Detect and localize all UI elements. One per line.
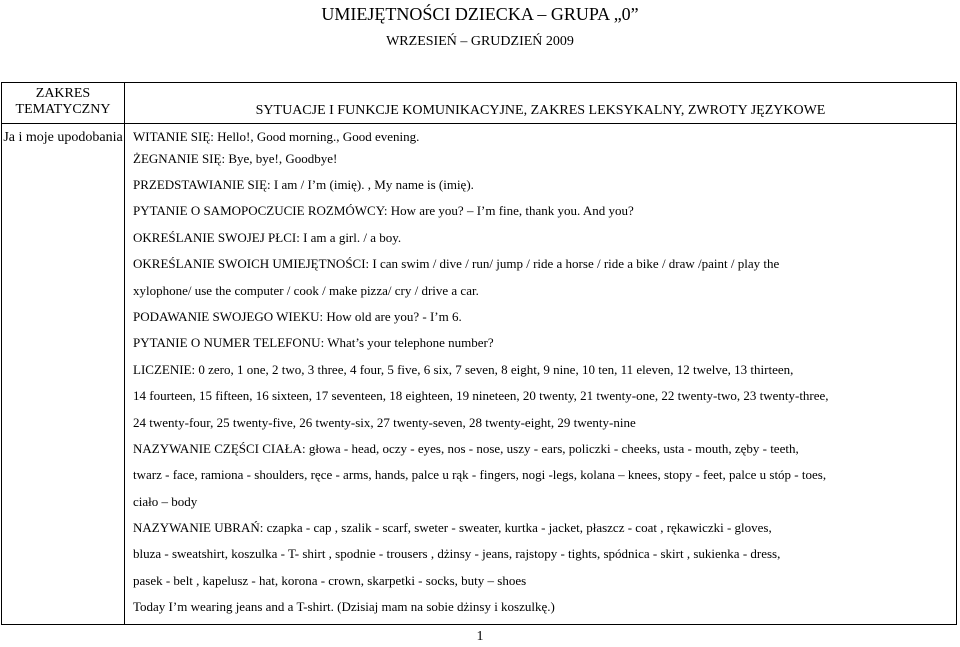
list-item: PODAWANIE SWOJEGO WIEKU: How old are you? - I’m 6. xyxy=(133,308,462,324)
list-item: ŻEGNANIE SIĘ: Bye, bye!, Goodbye! xyxy=(133,151,338,166)
list-item: PRZEDSTAWIANIE SIĘ: I am / I’m (imię). , My name is (imię). xyxy=(133,177,474,192)
document-subtitle: WRZESIEŃ – GRUDZIEŃ 2009 xyxy=(386,34,574,49)
column-header-functions: SYTUACJE I FUNKCJE KOMUNIKACYJNE, ZAKRES LEKSYKALNY, ZWROTY JĘZYKOWE xyxy=(125,83,957,124)
list-item: 14 fourteen, 15 fifteen, 16 sixteen, 17 seventeen, 18 eighteen, 19 nineteen, 20 twenty, 21 twenty-one, 22 twenty-two, 23 twenty-three, xyxy=(133,388,829,404)
list-item: LICZENIE: 0 zero, 1 one, 2 two, 3 three, 4 four, 5 five, 6 six, 7 seven, 8 eight, 9 nine, 10 ten, 11 eleven, 12 twelve, 13 thirteen, xyxy=(133,361,794,377)
table-header-row xyxy=(2,83,957,124)
list-item: Today I’m wearing jeans and a T-shirt. (Dzisiaj mam na sobie dżinsy i koszulkę.) xyxy=(133,599,555,615)
column-header-topic: ZAKRES TEMATYCZNY xyxy=(2,83,125,124)
list-item: NAZYWANIE CZĘŚCI CIAŁA: głowa - head, oczy - eyes, nos - nose, uszy - ears, policzki - cheeks, usta - mouth, zęby - teeth, xyxy=(133,440,799,456)
list-item: ciało – body xyxy=(133,493,198,509)
list-item: 24 twenty-four, 25 twenty-five, 26 twenty-six, 27 twenty-seven, 28 twenty-eight, 29 twenty-nine xyxy=(133,414,636,430)
list-item: bluza - sweatshirt, koszulka - T- shirt , spodnie - trousers , dżinsy - jeans, rajstopy - tights, spódnica - skirt , sukienka - dress, xyxy=(133,546,781,562)
content-cell xyxy=(125,124,957,625)
list-item: pasek - belt , kapelusz - hat, korona - crown, skarpetki - socks, buty – shoes xyxy=(133,572,527,588)
list-item: xylophone/ use the computer / cook / make pizza/ cry / drive a car. xyxy=(133,282,479,298)
skills-table xyxy=(1,82,957,625)
list-item: WITANIE SIĘ: Hello!, Good morning., Good evening. xyxy=(133,129,420,144)
list-item: OKREŚLANIE SWOJEJ PŁCI: I am a girl. / a boy. xyxy=(133,229,402,245)
list-item: NAZYWANIE UBRAŃ: czapka - cap , szalik - scarf, sweter - sweater, kurtka - jacket, płaszcz - coat , rękawiczki - gloves, xyxy=(133,520,772,536)
list-item: PYTANIE O NUMER TELEFONU: What’s your telephone number? xyxy=(133,335,494,351)
list-item: OKREŚLANIE SWOICH UMIEJĘTNOŚCI: I can swim / dive / run/ jump / ride a horse / ride a bike / draw /paint / play the xyxy=(133,256,780,272)
list-item: PYTANIE O SAMOPOCZUCIE ROZMÓWCY: How are you? – I’m fine, thank you. And you? xyxy=(133,203,634,219)
document-title: UMIEJĘTNOŚCI DZIECKA – GRUPA „0” xyxy=(321,4,639,24)
table-row xyxy=(2,124,957,625)
page-number: 1 xyxy=(476,629,484,644)
topic-cell: Ja i moje upodobania xyxy=(2,124,125,625)
list-item: twarz - face, ramiona - shoulders, ręce - arms, hands, palce u rąk - fingers, nogi -legs, kolana – knees, stopy - feet, palce u stóp - toes, xyxy=(133,467,827,483)
